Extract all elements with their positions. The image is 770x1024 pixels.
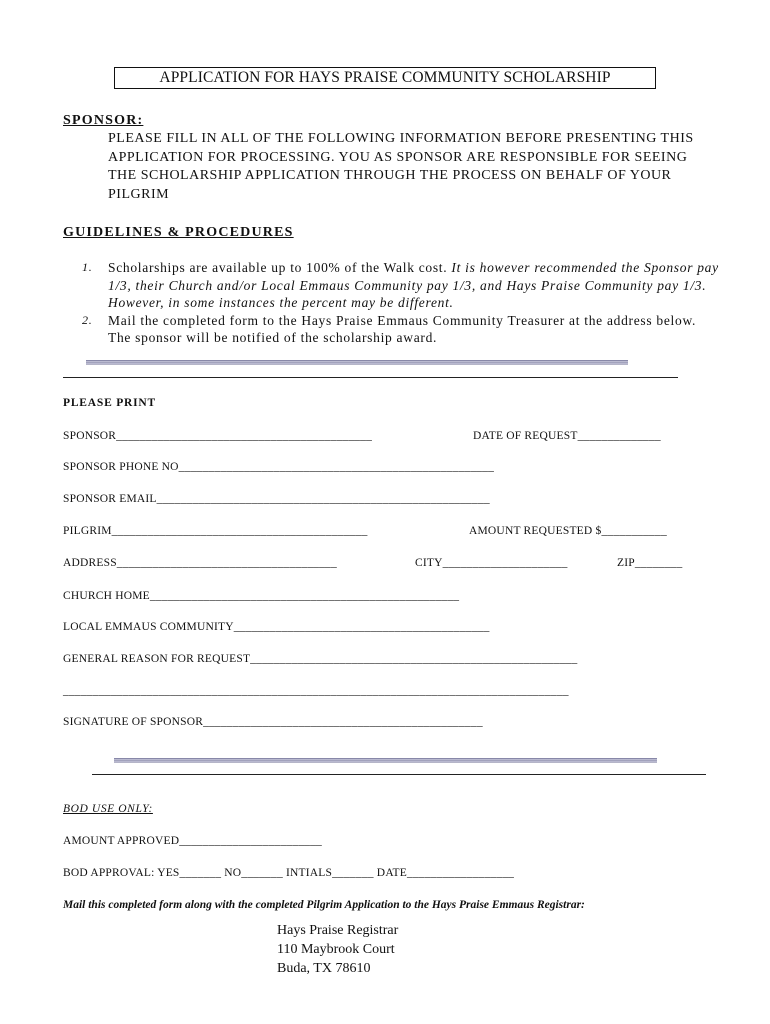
church-home-field[interactable]: CHURCH HOME____________________________________________________ — [63, 590, 460, 602]
guideline-item-2 — [82, 312, 722, 347]
divider-rule — [63, 377, 678, 378]
address-line: 110 Maybrook Court — [277, 942, 395, 957]
guidelines-heading: GUIDELINES & PROCEDURES — [63, 225, 294, 240]
guideline-text: Scholarships are available up to 100% of the Walk cost. — [108, 260, 448, 275]
amount-approved-field[interactable]: AMOUNT APPROVED________________________ — [63, 835, 323, 847]
local-emmaus-field[interactable]: LOCAL EMMAUS COMMUNITY___________________________________________ — [63, 621, 490, 633]
sponsor-email-field[interactable]: SPONSOR EMAIL________________________________________________________ — [63, 493, 490, 505]
page-title: APPLICATION FOR HAYS PRAISE COMMUNITY SCHOLARSHIP — [114, 67, 656, 89]
divider-bar — [86, 360, 628, 365]
guideline-number: 1. — [82, 260, 93, 274]
reason-continuation-line[interactable]: _____________________________________________________________________________________ — [63, 685, 569, 697]
bod-heading: BOD USE ONLY: — [63, 803, 153, 815]
address-line: Buda, TX 78610 — [277, 961, 371, 976]
sponsor-heading: SPONSOR: — [63, 113, 144, 128]
sponsor-phone-field[interactable]: SPONSOR PHONE NO_____________________________________________________ — [63, 461, 495, 473]
general-reason-field[interactable]: GENERAL REASON FOR REQUEST_______________________________________________________ — [63, 653, 578, 665]
city-field[interactable]: CITY_____________________ — [415, 557, 568, 569]
divider-rule — [92, 774, 706, 775]
amount-requested-field[interactable]: AMOUNT REQUESTED $___________ — [469, 525, 667, 537]
bod-approval-field[interactable]: BOD APPROVAL: YES_______ NO_______ INTIALS_______ DATE__________________ — [63, 867, 515, 879]
guideline-number: 2. — [82, 312, 93, 327]
mail-instruction: Mail this completed form along with the completed Pilgrim Application to the Hays Praise Emmaus Registrar: — [63, 899, 585, 911]
please-print-label: PLEASE PRINT — [63, 397, 156, 409]
zip-field[interactable]: ZIP________ — [617, 557, 683, 569]
pilgrim-field[interactable]: PILGRIM___________________________________________ — [63, 525, 368, 537]
guideline-recommendation: It is however recommended the Sponsor pay 1/3, their Church and/or Local Emmaus Community pay 1/3, and Hays Praise Community pay 1/3. However, in some instances the percent may be different. — [108, 260, 719, 310]
date-of-request-field[interactable]: DATE OF REQUEST______________ — [473, 430, 661, 442]
signature-field[interactable]: SIGNATURE OF SPONSOR_______________________________________________ — [63, 716, 483, 728]
mailing-address — [277, 921, 398, 978]
sponsor-instructions: PLEASE FILL IN ALL OF THE FOLLOWING INFORMATION BEFORE PRESENTING THIS APPLICATION FOR PROCESSING. YOU AS SPONSOR ARE RESPONSIBLE FOR SEEING THE SCHOLARSHIP APPLICATION THROUGH THE PROCESS ON BEHALF OF YOUR PILGRIM — [108, 131, 694, 202]
guideline-text: Mail the completed form to the Hays Praise Emmaus Community Treasurer at the address below. The sponsor will be notified of the scholarship award. — [108, 312, 697, 345]
guidelines-list — [82, 259, 722, 347]
divider-bar — [114, 758, 657, 763]
guideline-item-1 — [82, 259, 722, 312]
address-field[interactable]: ADDRESS_____________________________________ — [63, 557, 337, 569]
address-line: Hays Praise Registrar — [277, 923, 399, 938]
sponsor-field[interactable]: SPONSOR___________________________________________ — [63, 430, 373, 442]
